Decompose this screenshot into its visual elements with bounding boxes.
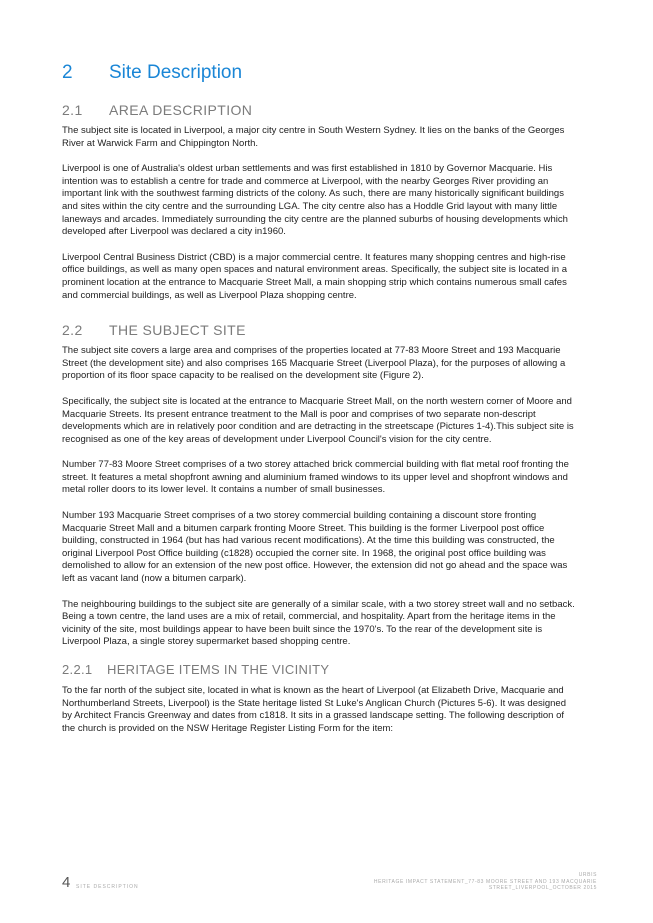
footer-document-info xyxy=(374,872,597,892)
paragraph: The subject site is located in Liverpool, a major city centre in South Western Sydney. It lies on the banks of the Georges River at Warwick Farm and Chippington North. xyxy=(62,125,565,149)
subsubsection-number: 2.2.1 xyxy=(62,662,93,677)
footer-doc-title-line2: STREET_LIVERPOOL_OCTOBER 2015 xyxy=(488,885,597,891)
subsection-number: 2.2 xyxy=(62,322,83,339)
subsection-number: 2.1 xyxy=(62,102,83,118)
section-heading xyxy=(62,62,577,84)
subsubsection-title: HERITAGE ITEMS IN THE VICINITY xyxy=(107,662,330,677)
footer-doc-title-line1: HERITAGE IMPACT STATEMENT_77-83 MOORE STREET AND 193 MACQUARIE xyxy=(373,878,597,885)
page-number: 4 xyxy=(62,874,71,891)
subsubsection-heading-heritage xyxy=(62,662,577,677)
paragraph: Number 193 Macquarie Street comprises of a two storey commercial building containing a discount store fronting Macquarie Street Mall and a bitumen carpark fronting Moore Street. This building is the former Liverpool post office building, constructed in 1964 (but has had various recent modifications). At the time this building was constructed, the original Liverpool Post Office building (c1828) occupied the corner site. In 1968, the original post office building was demolished to allow for an extension of the new post office. However, the extension did not go ahead and the space was left as vacant land (now a bitumen carpark). xyxy=(62,510,568,585)
paragraph: The subject site covers a large area and comprises of the properties located at 77-83 Moore Street and 193 Macquarie Street (the development site) and also comprises 165 Macquarie Street (Liverpool Plaza), for the purposes of allowing a proportion of its floor space capacity to be realised on the development site (Figure 2). xyxy=(62,345,566,382)
paragraph: Number 77-83 Moore Street comprises of a two storey attached brick commercial building with flat metal roof fronting the street. It features a metal shopfront awning and aluminium framed windows to its upper level and shopfront windows and metal roller doors to its lower level. It contains a number of small businesses. xyxy=(62,459,569,496)
footer-section-label: SITE DESCRIPTION xyxy=(76,884,139,890)
subsection-heading-subject-site xyxy=(62,322,577,338)
page-footer xyxy=(62,872,597,900)
paragraph: Liverpool Central Business District (CBD) is a major commercial centre. It features many shopping centres and high-rise office buildings, as well as many open spaces and natural environment areas. Specifically, the subject site is located in a prominent location at the entrance to Macquarie Street Mall, a main shopping strip which contains numerous small cafes and commercial buildings, as well as Liverpool Plaza shopping centre. xyxy=(62,251,568,301)
page-content xyxy=(62,62,577,748)
subsection-title: THE SUBJECT SITE xyxy=(109,322,246,339)
footer-company: URBIS xyxy=(578,872,597,878)
paragraph: Liverpool is one of Australia's oldest urban settlements and was first established in 1810 by Governor Macquarie. His intention was to establish a centre for trade and commerce at Liverpool, with the nearby Georges River providing an important link with the southwest farming districts of the colony. As such, there are many historically significant buildings and sites within the city centre and the surrounding LGA. The city centre also has a Hoddle Grid layout with many little laneways and arcades. Immediately surrounding the city centre are the planned suburbs of housing developments which developed after Liverpool was declared a city in1960. xyxy=(62,163,568,238)
paragraph: To the far north of the subject site, located in what is known as the heart of Liverpool (at Elizabeth Drive, Macquarie and Northumberland Streets, Liverpool) is the State heritage listed St Luke's Anglican Church (Pictures 5-6). It was designed by Architect Francis Greenway and dates from c1818. It sits in a grassed landscape setting. The following description of the church is provided on the NSW Heritage Register Listing Form for the item: xyxy=(62,685,566,734)
section-number: 2 xyxy=(62,62,73,83)
subsection-heading-area xyxy=(62,102,577,118)
paragraph: The neighbouring buildings to the subject site are generally of a similar scale, with a two storey street wall and no setback. Being a town centre, the land uses are a mix of retail, commercial, and hospitality. Apart from the heritage items in the vicinity of the site, most buildings appear to have been built since the 1970's. To the rear of the development site is Liverpool Plaza, a single storey supermarket based shopping centre. xyxy=(62,598,575,648)
section-title: Site Description xyxy=(109,62,243,83)
subsection-title: AREA DESCRIPTION xyxy=(109,102,253,118)
paragraph: Specifically, the subject site is located at the entrance to Macquarie Street Mall, on the north western corner of Moore and Macquarie Streets. Its present entrance treatment to the Mall is poor and comprises of two separate non-descript developments which are in relatively poor condition and are detracting in the streetscape (Pictures 1-4).This subject site is recognised as one of the key areas of development under Liverpool Council's vision for the city centre. xyxy=(62,395,574,445)
